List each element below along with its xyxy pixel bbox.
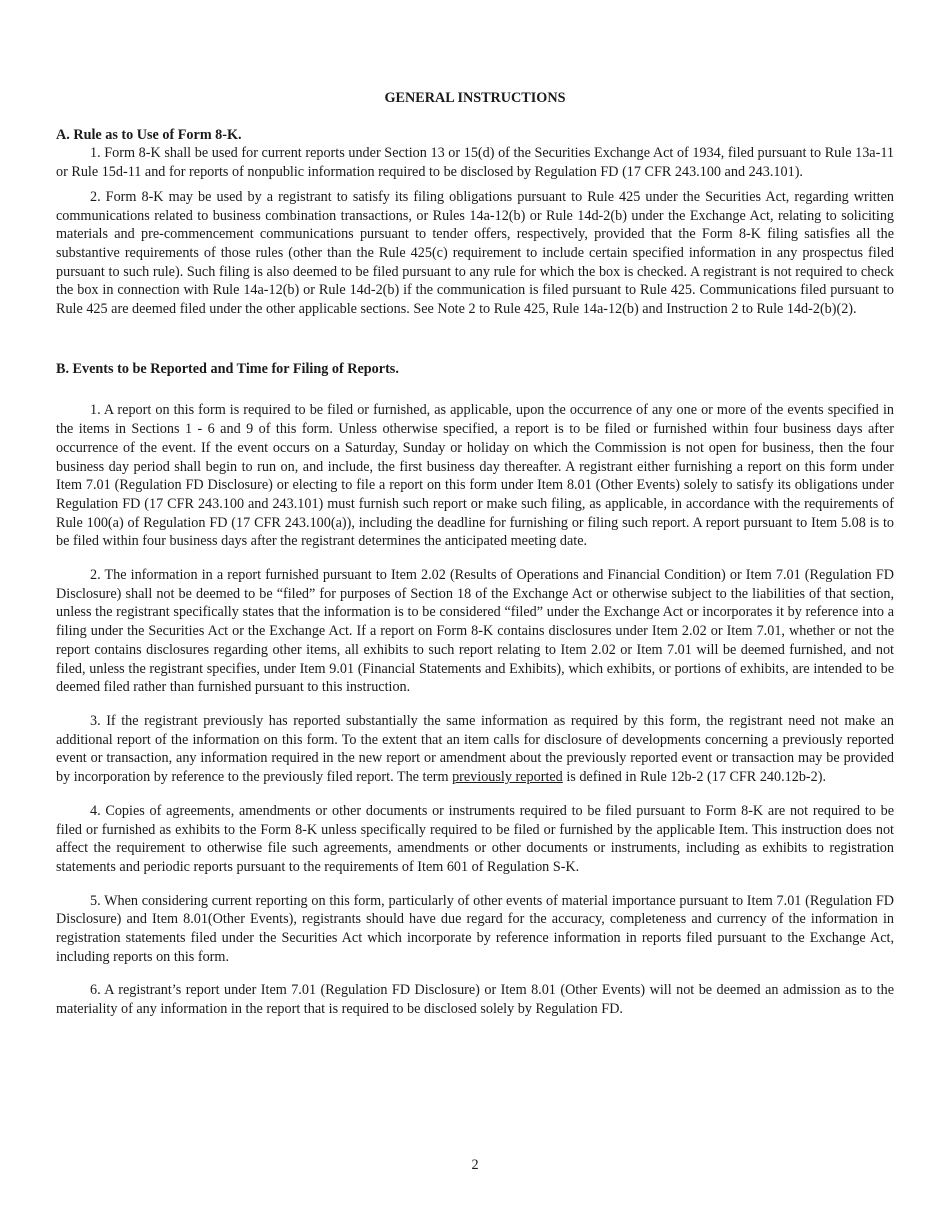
paragraph-3-text-end: is defined in Rule 12b-2 (17 CFR 240.12b-2). <box>562 769 827 786</box>
section-b-heading: B. Events to be Reported and Time for Filing of Reports. <box>56 360 399 377</box>
document-page <box>56 89 894 1019</box>
section-a-paragraph-2: 2. Form 8-K may be used by a registrant to satisfy its filing obligations pursuant to Rule 425 under the Securities Act, regarding written communications related to business combination transactions, or Rules 14a-12(b) or Rule 14d-2(b) under the Exchange Act, relating to soliciting materials and pre-commencement communications pursuant to tender offers, respectively, provided that the Form 8-K filing satisfies all the substantive requirements of those rules (other than the Rule 425(c) requirement to include certain specified information in any prospectus filed pursuant to such rule). Such filing is also deemed to be filed pursuant to any rule for which the box is checked. A registrant is not required to check the box in connection with Rule 14a-12(b) or Rule 14d-2(b) if the communication is filed pursuant to Rule 425. Communications filed pursuant to Rule 425 are deemed filed under the other applicable sections. See Note 2 to Rule 425, Rule 14a-12(b) and Instruction 2 to Rule 14d-2(b)(2). <box>56 188 894 318</box>
defined-term-previously-reported: previously reported <box>452 769 563 786</box>
section-b-paragraph-5: 5. When considering current reporting on this form, particularly of other events of material importance pursuant to Item 7.01 (Regulation FD Disclosure) and Item 8.01(Other Events), registrants should have due regard for the accuracy, completeness and currency of the information in registration statements filed under the Securities Act which incorporate by reference information in reports filed pursuant to the Exchange Act, including reports on this form. <box>56 892 894 965</box>
page-title: GENERAL INSTRUCTIONS <box>384 90 566 106</box>
section-a-heading: A. Rule as to Use of Form 8-K. <box>56 126 242 143</box>
section-b-paragraph-4: 4. Copies of agreements, amendments or other documents or instruments required to be filed pursuant to Form 8-K are not required to be filed or furnished as exhibits to the Form 8-K unless specifically required to be filed or furnished by the applicable Item. This instruction does not affect the requirement to otherwise file such agreements, amendments or other documents or instruments, including as exhibits to registration statements and periodic reports pursuant to the requirements of Item 601 of Regulation S-K. <box>56 802 894 875</box>
page-number: 2 <box>471 1157 479 1173</box>
paragraph-3-text-start: 3. If the registrant previously has reported substantially the same information as required by this form, the registrant need not make an additional report of the information on this form. To the extent that an item calls for disclosure of developments concerning a previously reported event or transaction, any information required in the new report or amendment about the previously reported event or transaction may be provided by incorporation by reference to the previously filed report. The term <box>56 712 894 786</box>
section-b-paragraph-2: 2. The information in a report furnished pursuant to Item 2.02 (Results of Operations and Financial Condition) or Item 7.01 (Regulation FD Disclosure) shall not be deemed to be “filed” for purposes of Section 18 of the Exchange Act or otherwise subject to the liabilities of that section, unless the registrant specifically states that the information is to be considered “filed” under the Exchange Act or incorporates it by reference into a filing under the Securities Act or the Exchange Act. If a report on Form 8-K contains disclosures under Item 2.02 or Item 7.01, whether or not the report contains disclosures regarding other items, all exhibits to such report relating to Item 2.02 or Item 7.01 will be deemed furnished, and not filed, unless the registrant specifies, under Item 9.01 (Financial Statements and Exhibits), which exhibits, or portions of exhibits, are intended to be deemed filed rather than furnished pursuant to this instruction. <box>56 567 894 696</box>
section-b-paragraph-6: 6. A registrant’s report under Item 7.01 (Regulation FD Disclosure) or Item 8.01 (Other Events) will not be deemed an admission as to the materiality of any information in the report that is required to be disclosed solely by Regulation FD. <box>56 982 894 1018</box>
section-b-paragraph-3 <box>56 712 894 787</box>
section-a-paragraph-1: 1. Form 8-K shall be used for current reports under Section 13 or 15(d) of the Securities Exchange Act of 1934, filed pursuant to Rule 13a-11 or Rule 15d-11 and for reports of nonpublic information required to be disclosed by Regulation FD (17 CFR 243.100 and 243.101). <box>56 145 894 181</box>
section-b-paragraph-1: 1. A report on this form is required to be filed or furnished, as applicable, upon the occurrence of any one or more of the events specified in the items in Sections 1 - 6 and 9 of this form. Unless otherwise specified, a report is to be filed or furnished within four business days after occurrence of the event. If the event occurs on a Saturday, Sunday or holiday on which the Commission is not open for business, then the four business day period shall begin to run on, and include, the first business day thereafter. A registrant either furnishing a report on this form under Item 7.01 (Regulation FD Disclosure) or electing to file a report on this form under Item 8.01 (Other Events) solely to satisfy its obligations under Regulation FD (17 CFR 243.100 and 243.101) must furnish such report or make such filing, as applicable, in accordance with the requirements of Rule 100(a) of Regulation FD (17 CFR 243.100(a)), including the deadline for furnishing or filing such report. A report pursuant to Item 5.08 is to be filed within four business days after the registrant determines the anticipated meeting date. <box>56 402 894 550</box>
